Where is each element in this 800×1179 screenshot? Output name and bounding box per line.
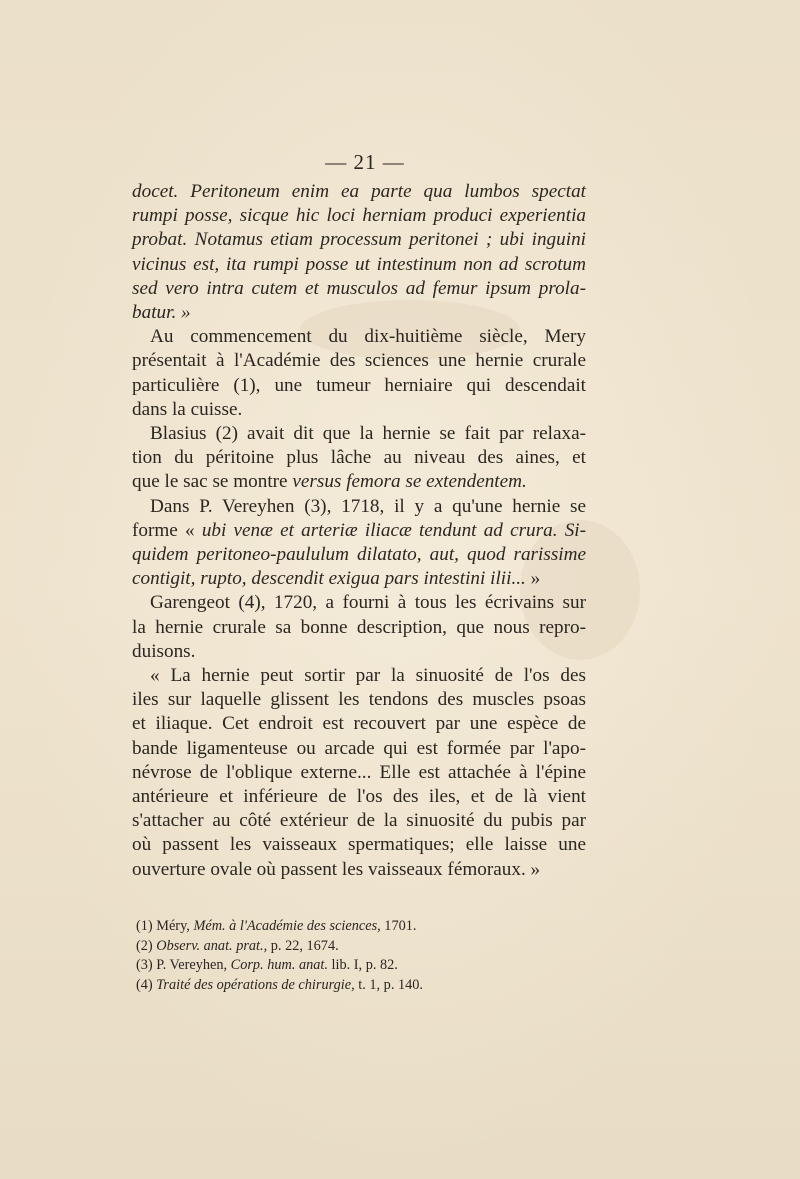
text-line: batur. »	[132, 302, 191, 324]
footnote-author: P. Vereyhen,	[156, 957, 228, 973]
footnote-title: Mém. à l'Académie des sciences,	[193, 918, 381, 934]
text-line: présentait à l'Académie des sciences une hernie crurale	[132, 350, 586, 372]
body-text	[132, 180, 586, 882]
text-line: Dans P. Vereyhen (3), 1718, il y a qu'une hernie se	[150, 495, 586, 517]
page-number: — 21 —	[325, 150, 405, 174]
text-run: forme «	[132, 519, 195, 541]
footnote-ref: lib. I, p. 82.	[331, 957, 398, 973]
footnote-ref: t. 1, p. 140.	[358, 976, 423, 993]
paragraph-quotation	[132, 664, 586, 882]
text-run: que le sac se montre	[132, 471, 288, 493]
text-line: névrose de l'oblique externe... Elle est attachée à l'épine	[132, 761, 586, 783]
footnote-author: Méry,	[156, 918, 190, 934]
footnote-title: Traité des opérations de chirurgie,	[156, 976, 355, 993]
text-line: sed vero intra cutem et musculos ad femur ipsum prola-	[132, 277, 586, 299]
text-line: la hernie crurale sa bonne description, que nous repro-	[132, 616, 586, 638]
footnote-number: (3)	[136, 957, 153, 973]
text-line: Garengeot (4), 1720, a fourni à tous les écrivains sur	[150, 592, 586, 614]
footnotes	[136, 917, 596, 995]
footnote-3	[136, 956, 596, 976]
text-line: « La hernie peut sortir par la sinuosité de l'os des	[150, 665, 586, 687]
text-line: tion du péritoine plus lâche au niveau des aines, et	[132, 447, 586, 469]
text-line: probat. Notamus etiam processum peritonei ; ubi inguini	[132, 229, 586, 251]
text-line: antérieure et inférieure de l'os des iles, et de là vient	[132, 786, 586, 808]
paragraph-garengeot	[132, 591, 586, 664]
footnote-number: (2)	[136, 937, 153, 954]
text-line: Au commencement du dix-huitième siècle, Mery	[150, 326, 586, 348]
footnote-ref: 1701.	[384, 918, 417, 934]
text-line	[132, 567, 586, 591]
text-line: rumpi posse, sicque hic loci herniam produci experientia	[132, 205, 586, 227]
text-line: iles sur laquelle glissent les tendons des muscles psoas	[132, 689, 586, 711]
text-line: dans la cuisse.	[132, 398, 243, 420]
text-line: s'attacher au côté extérieur de la sinuosité du pubis par	[132, 810, 586, 832]
text-run: »	[530, 568, 541, 590]
latin-quote: contigit, rupto, descendit exigua pars intestini ilii...	[132, 568, 526, 590]
footnote-4	[136, 976, 596, 996]
text-line: et iliaque. Cet endroit est recouvert par une espèce de	[132, 713, 586, 735]
footnote-number: (1)	[136, 918, 153, 934]
footnote-title: Corp. hum. anat.	[230, 957, 328, 973]
text-line: vicinus est, ita rumpi posse ut intestinum non ad scrotum	[132, 253, 586, 275]
paragraph-blasius	[132, 422, 586, 495]
text-line	[132, 519, 586, 543]
text-line: où passent les vaisseaux spermatiques; elle laisse une	[132, 834, 586, 856]
text-line: Blasius (2) avait dit que la hernie se fait par relaxa-	[150, 423, 586, 445]
footnote-ref: p. 22, 1674.	[270, 937, 339, 954]
paragraph-vereyhen	[132, 495, 586, 592]
text-line	[132, 470, 586, 494]
footnote-title: Observ. anat. prat.,	[156, 937, 268, 954]
footnote-2	[136, 937, 596, 957]
paragraph-mery	[132, 325, 586, 422]
text-line: quidem peritoneo-paululum dilatato, aut, quod rarissime	[132, 544, 586, 566]
footnote-1	[136, 917, 596, 937]
text-line: duisons.	[132, 640, 196, 662]
text-line: docet. Peritoneum enim ea parte qua lumbos spectat	[132, 181, 586, 202]
text-line: ouverture ovale où passent les vaisseaux fémoraux. »	[132, 858, 541, 880]
text-line: particulière (1), une tumeur herniaire qui descendait	[132, 374, 586, 396]
latin-quote: versus femora se extendentem.	[292, 471, 527, 493]
paragraph-latin-continuation	[132, 180, 586, 325]
footnote-number: (4)	[136, 976, 153, 993]
latin-quote: ubi venæ et arteriæ iliacæ tendunt ad crura. Si-	[201, 519, 587, 541]
text-line: bande ligamenteuse ou arcade qui est formée par l'apo-	[132, 737, 586, 759]
